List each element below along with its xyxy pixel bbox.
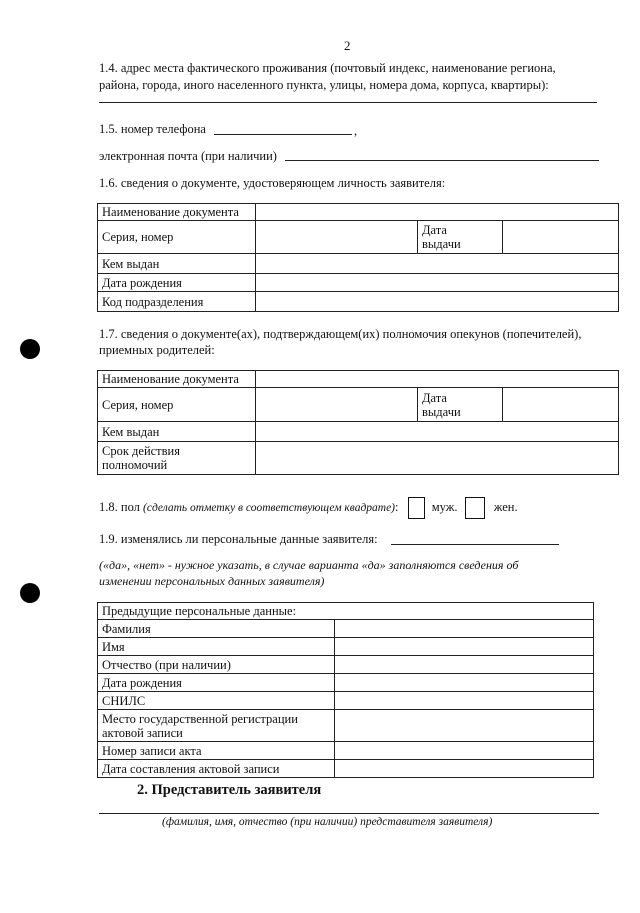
section-2-title: 2. Представитель заявителя (137, 782, 322, 798)
auth-series-number-label: Серия, номер (98, 388, 256, 422)
prev-name-label: Имя (98, 638, 335, 656)
prev-header: Предыдущие персональные данные: (98, 603, 594, 620)
auth-issue-date-label-line1: Дата (422, 390, 447, 405)
prev-registration-place-field[interactable] (335, 710, 594, 742)
prev-surname-label: Фамилия (98, 620, 335, 638)
issue-date-label-line1: Дата (422, 223, 447, 237)
s18-colon: : (395, 500, 399, 514)
female-label: жен. (493, 500, 518, 514)
prev-surname-field[interactable] (335, 620, 594, 638)
prev-patronymic-field[interactable] (335, 656, 594, 674)
prev-birth-date-label: Дата рождения (98, 674, 335, 692)
series-number-field[interactable] (256, 221, 418, 254)
auth-issue-date-label-line2: выдачи (422, 404, 461, 419)
auth-doc-name-label: Наименование документа (98, 371, 256, 388)
s17-label-line1: 1.7. сведения о документе(ах), подтверждающем(их) полномочия опекунов (попечителей), (99, 327, 582, 341)
s18-row (99, 496, 518, 519)
identity-document-table (97, 203, 619, 312)
auth-issued-by-field[interactable] (256, 422, 619, 442)
s18-hint: (сделать отметку в соответствующем квадрате) (143, 502, 396, 514)
issue-date-label (418, 221, 503, 254)
auth-series-number-field[interactable] (256, 388, 418, 422)
prev-record-number-field[interactable] (335, 742, 594, 760)
validity-field[interactable] (256, 442, 619, 475)
email-field[interactable] (285, 160, 599, 161)
issued-by-field[interactable] (256, 254, 619, 274)
birth-date-label: Дата рождения (98, 274, 256, 292)
email-label: электронная почта (при наличии) (99, 149, 277, 163)
female-checkbox[interactable] (465, 497, 485, 519)
punch-hole-top (20, 339, 40, 359)
prev-snils-label: СНИЛС (98, 692, 335, 710)
punch-hole-bottom (20, 583, 40, 603)
issue-date-field[interactable] (503, 221, 619, 254)
validity-label-line1: Срок действия (102, 444, 180, 458)
prev-registration-place-label: Место государственной регистрации актовой записи (98, 710, 335, 742)
page-number: 2 (344, 38, 351, 53)
auth-issued-by-label: Кем выдан (98, 422, 256, 442)
male-checkbox[interactable] (408, 497, 425, 519)
division-code-label: Код подразделения (98, 292, 256, 312)
s18-label: 1.8. пол (99, 500, 140, 514)
authority-document-table (97, 370, 619, 475)
s19-note-line2: изменении персональных данных заявителя) (99, 574, 325, 588)
doc-name-label: Наименование документа (98, 204, 256, 221)
s14-label-line2: района, города, иного населенного пункта, улицы, номера дома, корпуса, квартиры): (99, 78, 549, 92)
prev-patronymic-label: Отчество (при наличии) (98, 656, 335, 674)
issue-date-label-line2: выдачи (422, 237, 461, 251)
doc-name-field[interactable] (256, 204, 619, 221)
s19-label: 1.9. изменялись ли персональные данные заявителя: (99, 532, 378, 546)
prev-name-field[interactable] (335, 638, 594, 656)
prev-snils-field[interactable] (335, 692, 594, 710)
s14-label-line1: 1.4. адрес места фактического проживания (почтовый индекс, наименование региона, (99, 61, 556, 75)
prev-record-number-label: Номер записи акта (98, 742, 335, 760)
representative-name-field[interactable] (99, 813, 599, 814)
prev-record-date-label: Дата составления актовой записи (98, 760, 335, 778)
birth-date-field[interactable] (256, 274, 619, 292)
s16-label: 1.6. сведения о документе, удостоверяющем личность заявителя: (99, 176, 446, 190)
division-code-field[interactable] (256, 292, 619, 312)
series-number-label: Серия, номер (98, 221, 256, 254)
prev-record-date-field[interactable] (335, 760, 594, 778)
auth-issue-date-label (418, 388, 503, 422)
s15-label: 1.5. номер телефона (99, 122, 206, 136)
validity-label (98, 442, 256, 475)
male-label: муж. (431, 500, 458, 514)
phone-field[interactable] (214, 134, 352, 135)
prev-birth-date-field[interactable] (335, 674, 594, 692)
s15-comma: , (354, 124, 358, 138)
s19-note-line1: («да», «нет» - нужное указать, в случае варианта «да» заполняются сведения об (99, 558, 519, 572)
auth-issue-date-field[interactable] (503, 388, 619, 422)
previous-data-table (97, 602, 594, 778)
personal-data-changed-field[interactable] (391, 544, 559, 545)
s17-label-line2: приемных родителей: (99, 343, 215, 357)
issued-by-label: Кем выдан (98, 254, 256, 274)
auth-doc-name-field[interactable] (256, 371, 619, 388)
representative-caption: (фамилия, имя, отчество (при наличии) представителя заявителя) (162, 816, 493, 828)
validity-label-line2: полномочий (102, 458, 168, 472)
address-field[interactable] (99, 102, 597, 103)
